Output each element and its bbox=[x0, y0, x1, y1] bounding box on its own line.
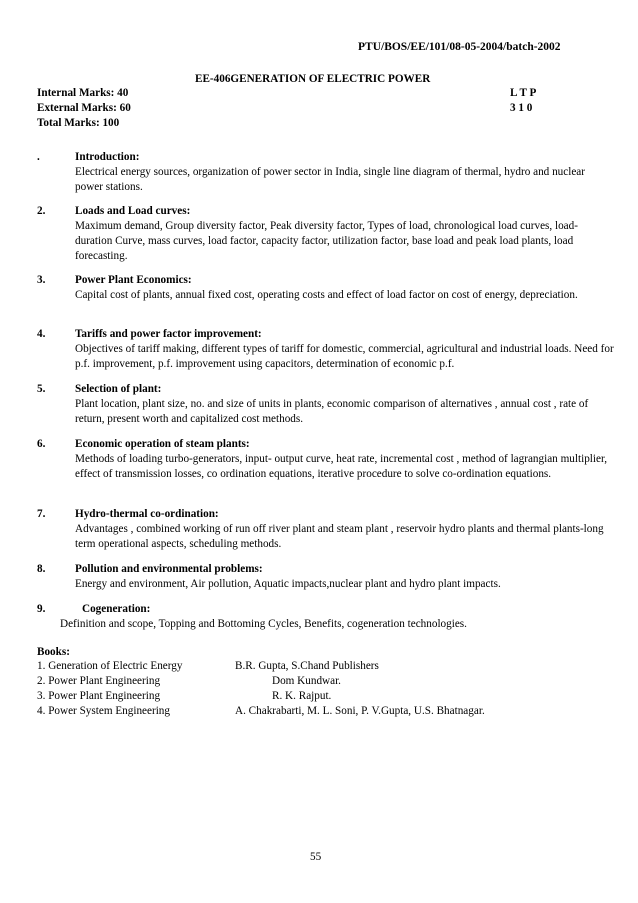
unit-number: 9. bbox=[37, 603, 46, 615]
book-title: 3. Power Plant Engineering bbox=[37, 690, 161, 702]
unit-number: 6. bbox=[37, 438, 46, 450]
book-author: A. Chakrabarti, M. L. Soni, P. V.Gupta, U.S. Bhatnagar. bbox=[235, 705, 485, 717]
unit-title: Selection of plant: bbox=[75, 383, 162, 395]
book-title: 4. Power System Engineering bbox=[37, 705, 170, 717]
unit-title: Loads and Load curves: bbox=[75, 205, 191, 217]
unit-number: . bbox=[37, 151, 40, 163]
unit-title: Cogeneration: bbox=[82, 603, 151, 615]
book-row bbox=[37, 704, 597, 719]
page-number: 55 bbox=[310, 851, 322, 863]
unit-number: 5. bbox=[37, 383, 46, 395]
book-title: 2. Power Plant Engineering bbox=[37, 675, 161, 687]
book-author: R. K. Rajput. bbox=[272, 690, 332, 702]
book-author: Dom Kundwar. bbox=[272, 675, 341, 687]
course-title: EE-406GENERATION OF ELECTRIC POWER bbox=[195, 73, 431, 85]
book-author: B.R. Gupta, S.Chand Publishers bbox=[235, 660, 379, 672]
book-row bbox=[37, 674, 597, 689]
unit-body: Electrical energy sources, organization of power sector in India, single line diagram of thermal, hydro and nuclear power stations. bbox=[75, 166, 585, 194]
internal-marks: Internal Marks: 40 bbox=[37, 87, 129, 99]
unit-title: Introduction: bbox=[75, 151, 140, 163]
unit-number: 4. bbox=[37, 328, 46, 340]
unit-body: Advantages , combined working of run off river plant and steam plant , reservoir hydro plants and thermal plants-long term operational aspects, scheduling methods. bbox=[75, 523, 604, 551]
book-title: 1. Generation of Electric Energy bbox=[37, 660, 183, 672]
unit-body: Objectives of tariff making, different types of tariff for domestic, commercial, agricultural and industrial loads. Need for p.f. improvement, p.f. improvement using capacitors, determination of economic p.f. bbox=[75, 343, 614, 371]
book-row bbox=[37, 659, 597, 674]
unit-title: Tariffs and power factor improvement: bbox=[75, 328, 262, 340]
unit-body: Plant location, plant size, no. and size of units in plants, economic comparison of alternatives , annual cost , rate of return, present worth and capitalized cost methods. bbox=[75, 398, 589, 426]
unit-body: Maximum demand, Group diversity factor, Peak diversity factor, Types of load, chronological load curves, load-duration Curve, mass curves, load factor, capacity factor, utilization factor, base load and peak load plants, load forecasting. bbox=[75, 220, 578, 263]
unit-number: 8. bbox=[37, 563, 46, 575]
unit-body: Methods of loading turbo-generators, input- output curve, heat rate, incremental cost , method of lagrangian multiplier, effect of transmission losses, co ordination equations, iterative procedure to solve co-ordination equations. bbox=[75, 453, 608, 481]
unit-number: 2. bbox=[37, 205, 46, 217]
unit-body: Capital cost of plants, annual fixed cost, operating costs and effect of load factor on cost of energy, depreciation. bbox=[75, 289, 578, 301]
unit-body: Energy and environment, Air pollution, Aquatic impacts,nuclear plant and hydro plant impacts. bbox=[75, 578, 501, 590]
ltp-values: 3 1 0 bbox=[510, 102, 533, 114]
reference-number: PTU/BOS/EE/101/08-05-2004/batch-2002 bbox=[358, 41, 561, 53]
unit-number: 7. bbox=[37, 508, 46, 520]
external-marks: External Marks: 60 bbox=[37, 102, 131, 114]
books-heading: Books: bbox=[37, 646, 70, 658]
ltp-labels: L T P bbox=[510, 87, 537, 99]
unit-body: Definition and scope, Topping and Bottoming Cycles, Benefits, cogeneration technologies. bbox=[60, 618, 467, 630]
total-marks: Total Marks: 100 bbox=[37, 117, 120, 129]
book-row bbox=[37, 689, 597, 704]
unit-title: Power Plant Economics: bbox=[75, 274, 192, 286]
unit-title: Hydro-thermal co-ordination: bbox=[75, 508, 219, 520]
unit-title: Pollution and environmental problems: bbox=[75, 563, 263, 575]
unit-number: 3. bbox=[37, 274, 46, 286]
unit-title: Economic operation of steam plants: bbox=[75, 438, 250, 450]
